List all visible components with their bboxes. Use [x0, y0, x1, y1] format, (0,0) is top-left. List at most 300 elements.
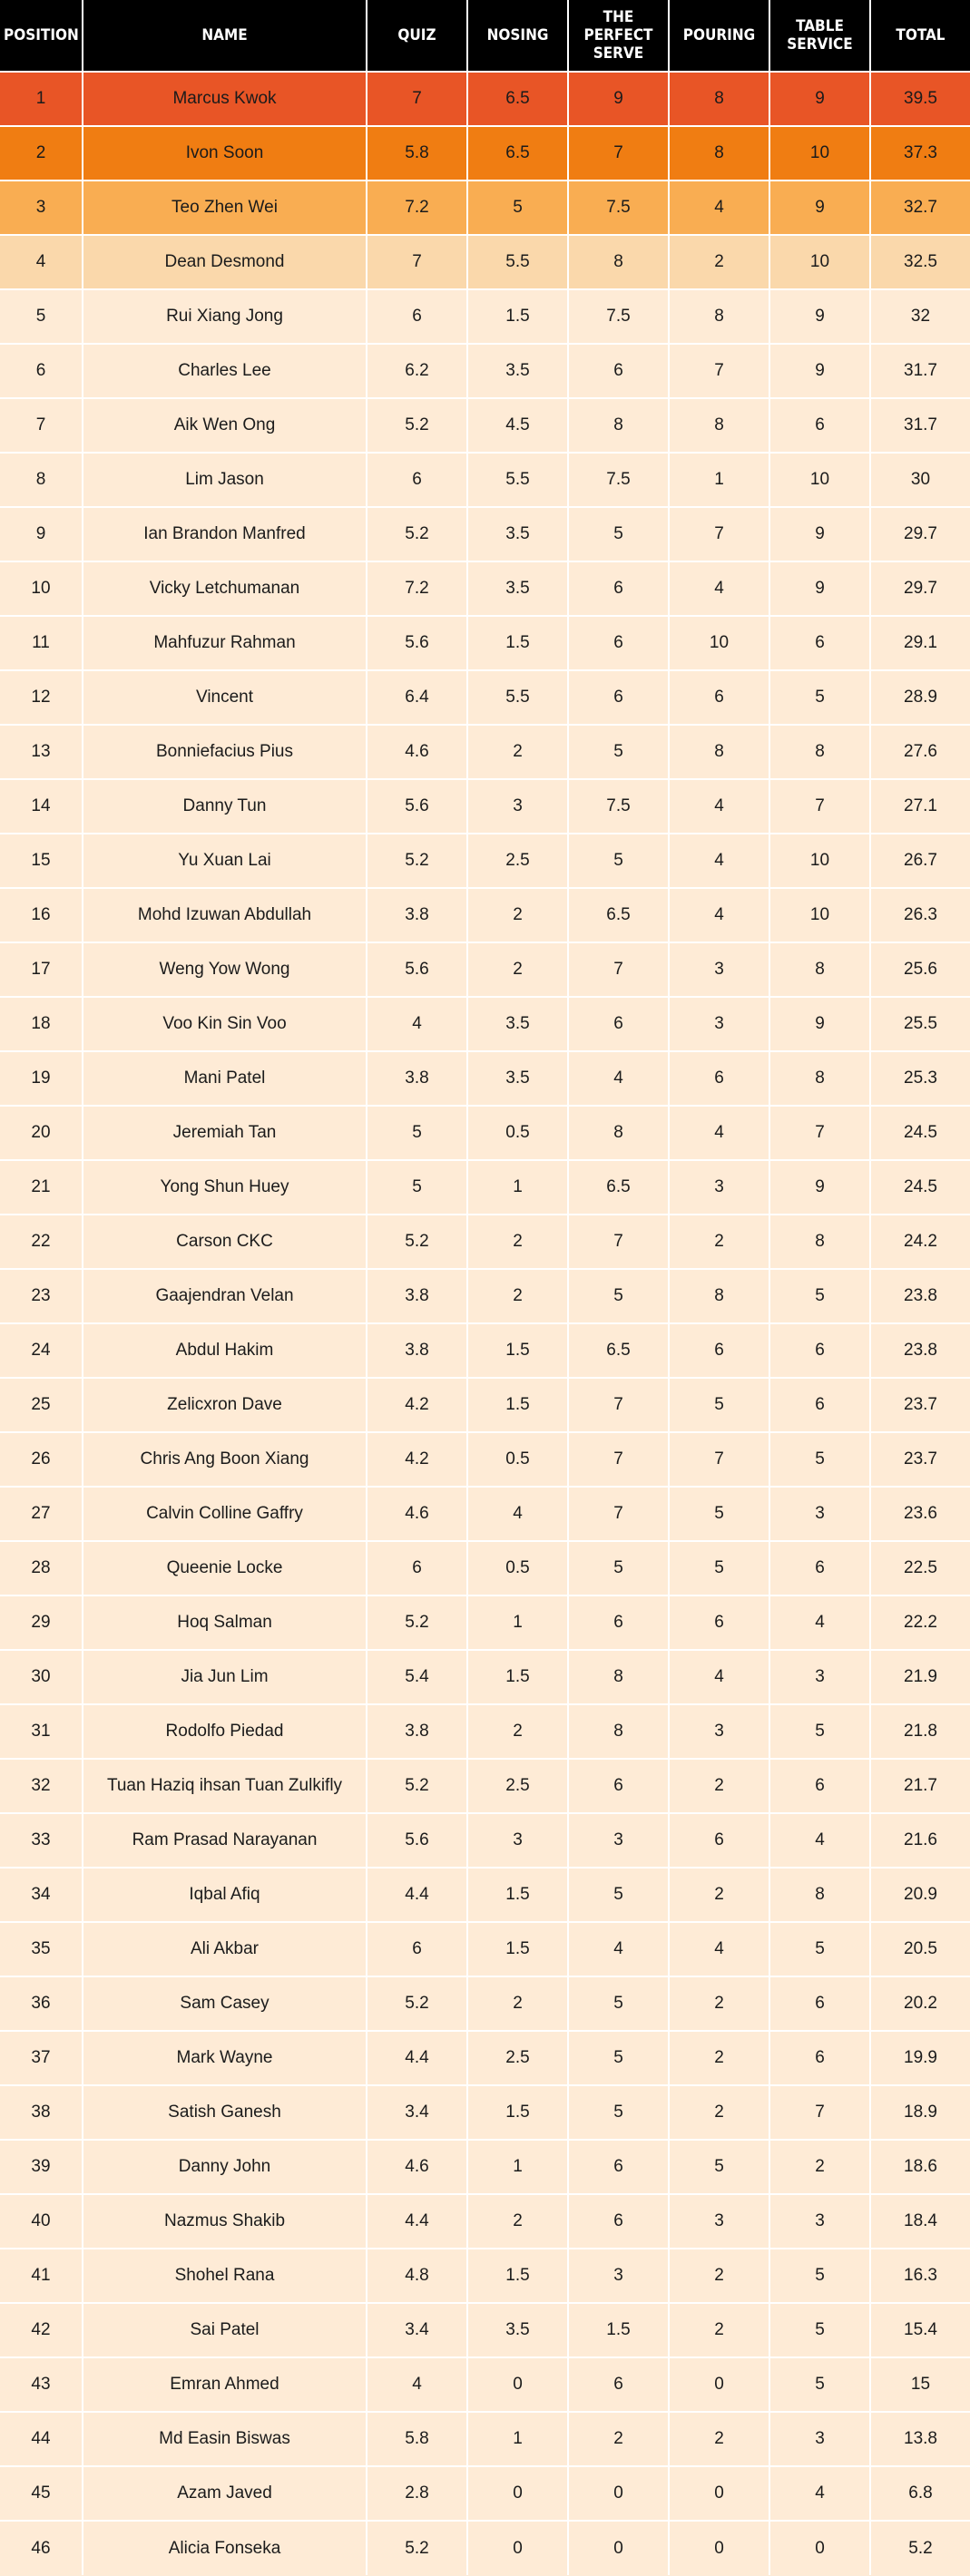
cell-pouring: 5	[669, 2140, 769, 2194]
cell-nosing: 0.5	[467, 1432, 568, 1487]
cell-name: Mohd Izuwan Abdullah	[83, 888, 367, 942]
table-row	[0, 2249, 970, 2303]
cell-pouring: 3	[669, 997, 769, 1051]
cell-nosing: 0.5	[467, 1541, 568, 1595]
cell-table-service: 9	[769, 289, 870, 344]
cell-perfect-serve: 8	[568, 235, 669, 289]
cell-perfect-serve: 6.5	[568, 1160, 669, 1215]
cell-pouring: 6	[669, 1323, 769, 1378]
cell-table-service: 9	[769, 344, 870, 398]
table-row	[0, 1650, 970, 1704]
cell-table-service: 5	[769, 2303, 870, 2357]
cell-quiz: 4.2	[367, 1378, 467, 1432]
cell-total: 29.1	[870, 616, 970, 670]
cell-table-service: 6	[769, 616, 870, 670]
cell-total: 23.7	[870, 1432, 970, 1487]
cell-name: Bonniefacius Pius	[83, 725, 367, 779]
cell-perfect-serve: 5	[568, 2031, 669, 2085]
cell-nosing: 1.5	[467, 1868, 568, 1922]
cell-total: 23.6	[870, 1487, 970, 1541]
cell-pouring: 4	[669, 561, 769, 616]
cell-pouring: 3	[669, 942, 769, 997]
table-row	[0, 942, 970, 997]
cell-quiz: 3.8	[367, 888, 467, 942]
header-table-service: TABLE SERVICE	[769, 0, 870, 72]
cell-total: 18.4	[870, 2194, 970, 2249]
cell-nosing: 2.5	[467, 2031, 568, 2085]
cell-total: 16.3	[870, 2249, 970, 2303]
table-row	[0, 725, 970, 779]
cell-table-service: 2	[769, 2140, 870, 2194]
cell-total: 19.9	[870, 2031, 970, 2085]
header-position: POSITION	[0, 0, 83, 72]
table-row	[0, 1160, 970, 1215]
cell-quiz: 5.6	[367, 942, 467, 997]
cell-pouring: 7	[669, 507, 769, 561]
cell-name: Emran Ahmed	[83, 2357, 367, 2412]
cell-perfect-serve: 6	[568, 2194, 669, 2249]
cell-position: 36	[0, 1976, 83, 2031]
table-row	[0, 1813, 970, 1868]
cell-nosing: 3.5	[467, 2303, 568, 2357]
cell-pouring: 0	[669, 2357, 769, 2412]
cell-name: Queenie Locke	[83, 1541, 367, 1595]
cell-pouring: 4	[669, 888, 769, 942]
cell-total: 32.7	[870, 181, 970, 235]
cell-total: 31.7	[870, 398, 970, 453]
cell-pouring: 8	[669, 72, 769, 126]
cell-name: Yong Shun Huey	[83, 1160, 367, 1215]
cell-quiz: 5	[367, 1160, 467, 1215]
cell-position: 46	[0, 2521, 83, 2575]
cell-name: Iqbal Afiq	[83, 1868, 367, 1922]
cell-perfect-serve: 7	[568, 1215, 669, 1269]
cell-nosing: 2	[467, 1976, 568, 2031]
cell-table-service: 9	[769, 181, 870, 235]
cell-total: 26.7	[870, 834, 970, 888]
cell-table-service: 6	[769, 1378, 870, 1432]
header-row	[0, 0, 970, 72]
cell-nosing: 1.5	[467, 2249, 568, 2303]
cell-pouring: 2	[669, 235, 769, 289]
cell-quiz: 7.2	[367, 181, 467, 235]
cell-position: 37	[0, 2031, 83, 2085]
cell-nosing: 4.5	[467, 398, 568, 453]
cell-nosing: 4	[467, 1487, 568, 1541]
header-total: TOTAL	[870, 0, 970, 72]
cell-name: Rodolfo Piedad	[83, 1704, 367, 1759]
cell-perfect-serve: 5	[568, 1269, 669, 1323]
cell-total: 29.7	[870, 507, 970, 561]
cell-position: 43	[0, 2357, 83, 2412]
cell-table-service: 3	[769, 2194, 870, 2249]
header-nosing: NOSING	[467, 0, 568, 72]
cell-total: 23.8	[870, 1269, 970, 1323]
cell-perfect-serve: 6	[568, 670, 669, 725]
cell-quiz: 5.2	[367, 1215, 467, 1269]
cell-total: 23.8	[870, 1323, 970, 1378]
cell-position: 25	[0, 1378, 83, 1432]
cell-name: Jia Jun Lim	[83, 1650, 367, 1704]
cell-quiz: 5.8	[367, 2412, 467, 2466]
table-row	[0, 289, 970, 344]
cell-table-service: 8	[769, 1215, 870, 1269]
cell-table-service: 8	[769, 725, 870, 779]
cell-nosing: 1.5	[467, 289, 568, 344]
header-quiz: QUIZ	[367, 0, 467, 72]
cell-total: 30	[870, 453, 970, 507]
cell-table-service: 5	[769, 670, 870, 725]
cell-nosing: 2	[467, 888, 568, 942]
cell-perfect-serve: 5	[568, 834, 669, 888]
cell-perfect-serve: 7	[568, 1432, 669, 1487]
cell-quiz: 3.8	[367, 1323, 467, 1378]
cell-perfect-serve: 6	[568, 616, 669, 670]
cell-position: 41	[0, 2249, 83, 2303]
cell-table-service: 6	[769, 1541, 870, 1595]
cell-pouring: 3	[669, 1160, 769, 1215]
cell-name: Ali Akbar	[83, 1922, 367, 1976]
cell-quiz: 3.8	[367, 1269, 467, 1323]
cell-name: Weng Yow Wong	[83, 942, 367, 997]
cell-perfect-serve: 7.5	[568, 453, 669, 507]
cell-table-service: 6	[769, 398, 870, 453]
cell-pouring: 0	[669, 2466, 769, 2521]
cell-total: 5.2	[870, 2521, 970, 2575]
cell-pouring: 1	[669, 453, 769, 507]
cell-name: Md Easin Biswas	[83, 2412, 367, 2466]
cell-position: 45	[0, 2466, 83, 2521]
cell-name: Danny John	[83, 2140, 367, 2194]
cell-name: Rui Xiang Jong	[83, 289, 367, 344]
cell-perfect-serve: 5	[568, 725, 669, 779]
cell-nosing: 0	[467, 2521, 568, 2575]
cell-perfect-serve: 6	[568, 1595, 669, 1650]
cell-table-service: 10	[769, 834, 870, 888]
cell-total: 27.1	[870, 779, 970, 834]
table-row	[0, 344, 970, 398]
cell-table-service: 10	[769, 126, 870, 181]
cell-position: 21	[0, 1160, 83, 1215]
cell-position: 15	[0, 834, 83, 888]
cell-nosing: 3	[467, 779, 568, 834]
cell-position: 6	[0, 344, 83, 398]
cell-nosing: 3.5	[467, 997, 568, 1051]
cell-name: Ram Prasad Narayanan	[83, 1813, 367, 1868]
cell-position: 10	[0, 561, 83, 616]
table-row	[0, 561, 970, 616]
cell-total: 32.5	[870, 235, 970, 289]
cell-perfect-serve: 8	[568, 1650, 669, 1704]
cell-quiz: 4.6	[367, 2140, 467, 2194]
table-row	[0, 2140, 970, 2194]
cell-quiz: 5.6	[367, 779, 467, 834]
cell-name: Gaajendran Velan	[83, 1269, 367, 1323]
cell-table-service: 9	[769, 997, 870, 1051]
cell-perfect-serve: 6	[568, 1759, 669, 1813]
cell-perfect-serve: 6	[568, 344, 669, 398]
cell-table-service: 7	[769, 779, 870, 834]
cell-name: Yu Xuan Lai	[83, 834, 367, 888]
cell-pouring: 2	[669, 2031, 769, 2085]
cell-pouring: 5	[669, 1487, 769, 1541]
cell-nosing: 1.5	[467, 1650, 568, 1704]
cell-pouring: 4	[669, 1650, 769, 1704]
table-row	[0, 1106, 970, 1160]
cell-nosing: 0	[467, 2466, 568, 2521]
cell-nosing: 2	[467, 942, 568, 997]
cell-quiz: 5.2	[367, 398, 467, 453]
cell-total: 37.3	[870, 126, 970, 181]
cell-nosing: 1.5	[467, 616, 568, 670]
cell-pouring: 2	[669, 1215, 769, 1269]
cell-perfect-serve: 2	[568, 2412, 669, 2466]
cell-pouring: 7	[669, 1432, 769, 1487]
cell-perfect-serve: 7	[568, 1487, 669, 1541]
cell-total: 24.2	[870, 1215, 970, 1269]
cell-total: 24.5	[870, 1106, 970, 1160]
cell-perfect-serve: 8	[568, 398, 669, 453]
cell-nosing: 2.5	[467, 834, 568, 888]
cell-pouring: 5	[669, 1541, 769, 1595]
cell-nosing: 2	[467, 2194, 568, 2249]
header-perfect-serve: THE PERFECT SERVE	[568, 0, 669, 72]
cell-total: 20.5	[870, 1922, 970, 1976]
cell-table-service: 5	[769, 2249, 870, 2303]
cell-nosing: 1.5	[467, 1922, 568, 1976]
cell-total: 31.7	[870, 344, 970, 398]
cell-quiz: 5.8	[367, 126, 467, 181]
cell-pouring: 6	[669, 670, 769, 725]
cell-table-service: 6	[769, 1976, 870, 2031]
cell-total: 22.2	[870, 1595, 970, 1650]
cell-nosing: 1.5	[467, 1378, 568, 1432]
table-row	[0, 398, 970, 453]
table-row	[0, 507, 970, 561]
cell-perfect-serve: 5	[568, 1868, 669, 1922]
table-row	[0, 72, 970, 126]
cell-name: Mahfuzur Rahman	[83, 616, 367, 670]
cell-nosing: 6.5	[467, 126, 568, 181]
table-row	[0, 1215, 970, 1269]
cell-quiz: 7	[367, 72, 467, 126]
cell-name: Shohel Rana	[83, 2249, 367, 2303]
cell-position: 28	[0, 1541, 83, 1595]
cell-pouring: 4	[669, 779, 769, 834]
cell-total: 21.8	[870, 1704, 970, 1759]
cell-position: 38	[0, 2085, 83, 2140]
cell-nosing: 1	[467, 2140, 568, 2194]
cell-position: 19	[0, 1051, 83, 1106]
cell-perfect-serve: 6	[568, 997, 669, 1051]
cell-position: 13	[0, 725, 83, 779]
cell-nosing: 1.5	[467, 1323, 568, 1378]
cell-total: 29.7	[870, 561, 970, 616]
cell-quiz: 4.6	[367, 1487, 467, 1541]
cell-pouring: 8	[669, 725, 769, 779]
cell-quiz: 3.8	[367, 1051, 467, 1106]
table-row	[0, 2085, 970, 2140]
table-header	[0, 0, 970, 72]
cell-pouring: 4	[669, 834, 769, 888]
cell-quiz: 4.8	[367, 2249, 467, 2303]
cell-perfect-serve: 6	[568, 561, 669, 616]
cell-position: 35	[0, 1922, 83, 1976]
cell-total: 28.9	[870, 670, 970, 725]
cell-perfect-serve: 0	[568, 2521, 669, 2575]
cell-total: 25.3	[870, 1051, 970, 1106]
cell-perfect-serve: 7	[568, 1378, 669, 1432]
cell-position: 30	[0, 1650, 83, 1704]
cell-name: Zelicxron Dave	[83, 1378, 367, 1432]
cell-table-service: 4	[769, 2466, 870, 2521]
cell-quiz: 4	[367, 2357, 467, 2412]
cell-pouring: 6	[669, 1051, 769, 1106]
table-row	[0, 670, 970, 725]
cell-pouring: 10	[669, 616, 769, 670]
table-row	[0, 1976, 970, 2031]
cell-pouring: 2	[669, 2249, 769, 2303]
cell-pouring: 4	[669, 181, 769, 235]
cell-position: 18	[0, 997, 83, 1051]
cell-table-service: 7	[769, 2085, 870, 2140]
cell-name: Azam Javed	[83, 2466, 367, 2521]
cell-position: 44	[0, 2412, 83, 2466]
cell-perfect-serve: 3	[568, 1813, 669, 1868]
cell-position: 5	[0, 289, 83, 344]
cell-nosing: 3.5	[467, 344, 568, 398]
cell-nosing: 1	[467, 2412, 568, 2466]
cell-position: 8	[0, 453, 83, 507]
cell-nosing: 2.5	[467, 1759, 568, 1813]
cell-perfect-serve: 7	[568, 126, 669, 181]
cell-total: 39.5	[870, 72, 970, 126]
table-row	[0, 2521, 970, 2575]
table-row	[0, 1378, 970, 1432]
cell-perfect-serve: 1.5	[568, 2303, 669, 2357]
table-row	[0, 1595, 970, 1650]
cell-name: Jeremiah Tan	[83, 1106, 367, 1160]
cell-quiz: 5.2	[367, 1759, 467, 1813]
cell-quiz: 4	[367, 997, 467, 1051]
cell-perfect-serve: 7.5	[568, 181, 669, 235]
cell-table-service: 5	[769, 1269, 870, 1323]
cell-position: 3	[0, 181, 83, 235]
cell-name: Carson CKC	[83, 1215, 367, 1269]
cell-position: 2	[0, 126, 83, 181]
cell-table-service: 3	[769, 2412, 870, 2466]
cell-pouring: 4	[669, 1922, 769, 1976]
cell-quiz: 7.2	[367, 561, 467, 616]
cell-pouring: 2	[669, 2085, 769, 2140]
table-row	[0, 2357, 970, 2412]
cell-total: 18.9	[870, 2085, 970, 2140]
cell-table-service: 10	[769, 453, 870, 507]
cell-perfect-serve: 4	[568, 1051, 669, 1106]
cell-table-service: 8	[769, 1051, 870, 1106]
cell-total: 24.5	[870, 1160, 970, 1215]
cell-quiz: 5	[367, 1106, 467, 1160]
cell-quiz: 6.4	[367, 670, 467, 725]
cell-nosing: 3	[467, 1813, 568, 1868]
cell-position: 26	[0, 1432, 83, 1487]
cell-name: Dean Desmond	[83, 235, 367, 289]
cell-position: 24	[0, 1323, 83, 1378]
table-row	[0, 1759, 970, 1813]
cell-position: 34	[0, 1868, 83, 1922]
cell-quiz: 4.4	[367, 2031, 467, 2085]
cell-perfect-serve: 3	[568, 2249, 669, 2303]
cell-total: 20.2	[870, 1976, 970, 2031]
cell-position: 40	[0, 2194, 83, 2249]
cell-pouring: 2	[669, 1868, 769, 1922]
table-row	[0, 1432, 970, 1487]
table-row	[0, 1704, 970, 1759]
cell-position: 22	[0, 1215, 83, 1269]
cell-nosing: 5	[467, 181, 568, 235]
cell-perfect-serve: 6	[568, 2140, 669, 2194]
cell-name: Abdul Hakim	[83, 1323, 367, 1378]
cell-position: 33	[0, 1813, 83, 1868]
cell-quiz: 6	[367, 1922, 467, 1976]
cell-name: Mark Wayne	[83, 2031, 367, 2085]
cell-pouring: 6	[669, 1813, 769, 1868]
cell-quiz: 3.8	[367, 1704, 467, 1759]
cell-quiz: 3.4	[367, 2303, 467, 2357]
cell-name: Aik Wen Ong	[83, 398, 367, 453]
cell-name: Chris Ang Boon Xiang	[83, 1432, 367, 1487]
cell-position: 9	[0, 507, 83, 561]
cell-quiz: 5.2	[367, 834, 467, 888]
cell-perfect-serve: 5	[568, 2085, 669, 2140]
cell-position: 1	[0, 72, 83, 126]
cell-position: 32	[0, 1759, 83, 1813]
cell-total: 6.8	[870, 2466, 970, 2521]
cell-table-service: 9	[769, 72, 870, 126]
cell-nosing: 3.5	[467, 507, 568, 561]
cell-total: 22.5	[870, 1541, 970, 1595]
cell-quiz: 5.2	[367, 507, 467, 561]
table-row	[0, 2303, 970, 2357]
cell-table-service: 5	[769, 1704, 870, 1759]
table-row	[0, 2412, 970, 2466]
cell-pouring: 2	[669, 1976, 769, 2031]
cell-position: 27	[0, 1487, 83, 1541]
cell-perfect-serve: 8	[568, 1704, 669, 1759]
table-row	[0, 1269, 970, 1323]
cell-position: 29	[0, 1595, 83, 1650]
cell-perfect-serve: 5	[568, 1976, 669, 2031]
cell-table-service: 0	[769, 2521, 870, 2575]
cell-table-service: 6	[769, 2031, 870, 2085]
cell-table-service: 6	[769, 1759, 870, 1813]
cell-name: Voo Kin Sin Voo	[83, 997, 367, 1051]
cell-position: 12	[0, 670, 83, 725]
cell-pouring: 2	[669, 2412, 769, 2466]
cell-name: Calvin Colline Gaffry	[83, 1487, 367, 1541]
cell-pouring: 8	[669, 398, 769, 453]
cell-position: 4	[0, 235, 83, 289]
cell-name: Danny Tun	[83, 779, 367, 834]
table-row	[0, 1922, 970, 1976]
cell-total: 15.4	[870, 2303, 970, 2357]
cell-nosing: 1.5	[467, 2085, 568, 2140]
cell-name: Marcus Kwok	[83, 72, 367, 126]
cell-perfect-serve: 7	[568, 942, 669, 997]
cell-perfect-serve: 5	[568, 507, 669, 561]
cell-name: Mani Patel	[83, 1051, 367, 1106]
cell-position: 42	[0, 2303, 83, 2357]
